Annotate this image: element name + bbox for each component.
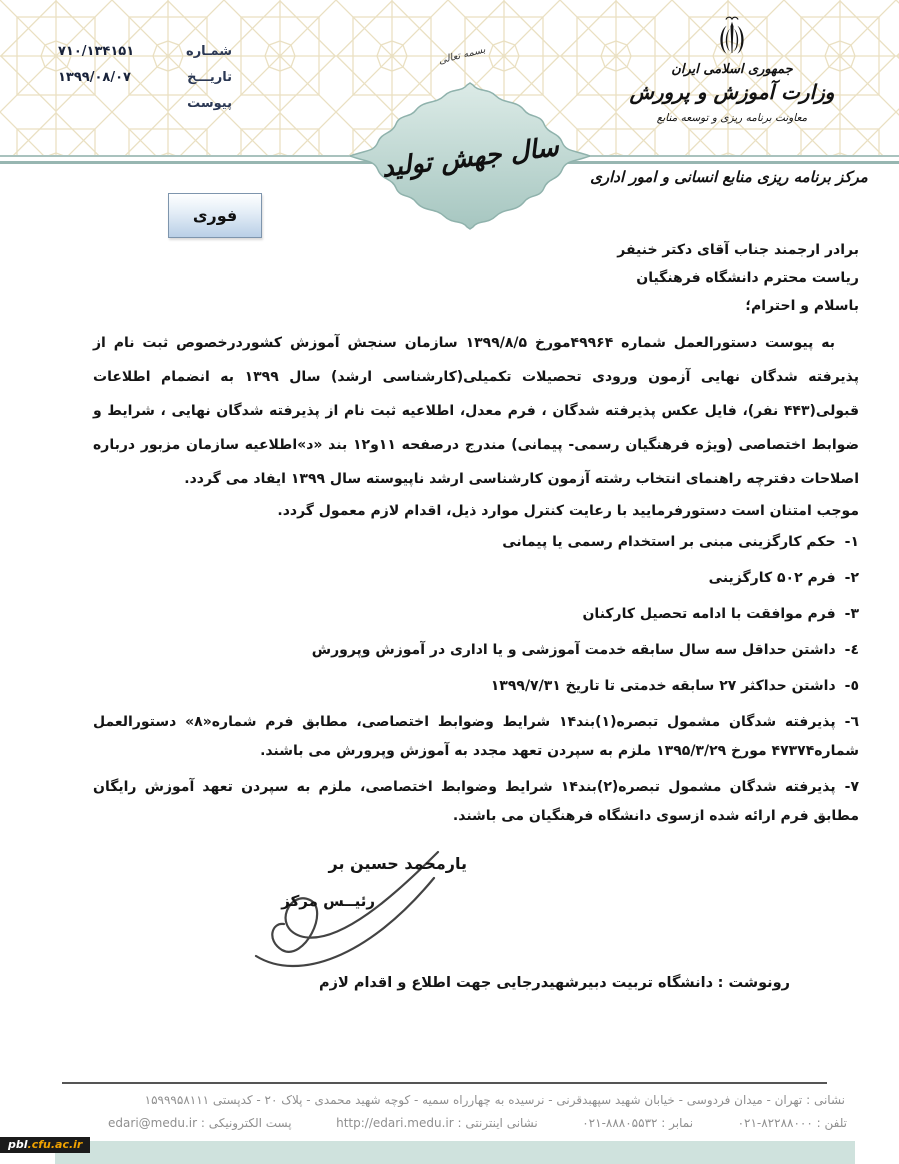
list-item [93, 528, 859, 557]
year-slogan-text: سال جهش تولید [380, 132, 561, 184]
footer-contacts-line [108, 1116, 847, 1130]
year-slogan-medallion [350, 80, 590, 232]
list-item [93, 672, 859, 701]
letter-date-label: تاریـــخ [187, 70, 232, 85]
letter-date-value: ۱۳۹۹/۰۸/۰۷ [58, 70, 131, 85]
website-label: نشانی اینترنتی : [457, 1116, 538, 1130]
item-text: حکم کارگزینی مبنی بر استخدام رسمی یا پیمانی [502, 534, 836, 550]
letter-attachment-label: پیوست [187, 96, 232, 111]
cc-line [319, 975, 790, 991]
address-label: نشانی : [806, 1093, 845, 1107]
email-value: edari@medu.ir [108, 1116, 198, 1130]
item-number: ۲- [844, 570, 859, 586]
item-text: فرم موافقت با ادامه تحصیل کارکنان [582, 606, 836, 622]
iran-national-emblem-icon [713, 14, 751, 60]
org-ministry-line: وزارت آموزش و پرورش [629, 80, 835, 104]
item-text: پذیرفته شدگان مشمول تبصره(۱)بند۱۴ شرایط وضوابط اختصاصی، مطابق فرم شماره«۸» دستورالعمل شماره۴۷۳۷۴ مورخ ۱۳۹۵/۳/۲۹ ملزم به سپردن تعهد مجدد به آموزش وپرورش می باشند. [93, 714, 859, 759]
website-group [336, 1116, 538, 1130]
letter-body [93, 236, 859, 838]
letter-number-label: شمـاره [186, 44, 232, 59]
fax-value: ۰۲۱-۸۸۸۰۵۵۳۲ [582, 1116, 658, 1130]
phone-value: ۰۲۱-۸۲۲۸۸۰۰۰ [737, 1116, 813, 1130]
org-deputy-line: معاونت برنامه ریزی و توسعه منابع [656, 112, 808, 124]
org-header-block [617, 14, 847, 124]
item-number: ٤- [844, 642, 859, 658]
org-country-line: جمهوری اسلامی ایران [671, 62, 793, 77]
urgent-stamp: فوری [168, 193, 262, 238]
list-item [93, 773, 859, 831]
phone-group [738, 1116, 847, 1130]
phone-label: تلفن : [816, 1116, 847, 1130]
item-number: ۳- [844, 606, 859, 622]
list-item [93, 708, 859, 766]
letter-paragraph-1: به پیوست دستورالعمل شماره ۴۹۹۶۴مورخ ۱۳۹۹/۸/۵ سازمان سنجش آموزش کشوردرخصوص ثبت نام از پذیرفته شدگان نهایی آزمون ورودی تحصیلات تکمیلی(کارشناسی ارشد) سال ۱۳۹۹ به انضمام اطلاعات قبولی(۴۴۳ نفر)، فایل عکس پذیرفته شدگان ، فرم معدل، اطلاعیه ثبت نام از پذیرفته شدگان نهایی ، شرایط و ضوابط اختصاصی (ویژه فرهنگیان رسمی- پیمانی) مندرج درصفحه ۱۱و۱۲ بند «د»اطلاعیه سازمان مزبور درباره اصلاحات دفترچه راهنمای انتخاب رشته آزمون کارشناسی ارشد ناپیوسته سال ۱۳۹۹ ایفاد می گردد. [93, 335, 859, 487]
bismillah-text: بسمه تعالی [437, 44, 487, 67]
item-number: ۷- [844, 779, 860, 795]
letter-number-value: ۷۱۰/۱۳۴۱۵۱ [58, 44, 135, 59]
signature-block [238, 840, 473, 975]
item-number: ۱- [844, 534, 859, 550]
item-text: داشتن حداقل سه سال سابقه خدمت آموزشی و یا اداری در آموزش وپرورش [311, 642, 836, 658]
recipient-title-line: ریاست محترم دانشگاه فرهنگیان [636, 270, 859, 286]
item-number: ٥- [844, 678, 859, 694]
item-text: فرم ۵۰۲ کارگزینی [708, 570, 836, 586]
cc-text: دانشگاه تربیت دبیرشهیدرجایی جهت اطلاع و اقدام لازم [319, 975, 714, 991]
footer-rule [62, 1082, 827, 1084]
item-text: داشتن حداکثر ۲۷ سابقه خدمتی تا تاریخ ۱۳۹۹/۷/۳۱ [490, 678, 836, 694]
list-item [93, 600, 859, 629]
item-text: پذیرفته شدگان مشمول تبصره(۲)بند۱۴ شرایط وضوابط اختصاصی، ملزم به سپردن تعهد آموزش رایگان مطابق فرم ارائه شده ازسوی دانشگاه فرهنگیان می باشند. [93, 779, 859, 824]
site-watermark [0, 1137, 90, 1153]
watermark-prefix: pbl [8, 1138, 28, 1151]
fax-label: نمابر : [661, 1116, 694, 1130]
salutation-line: باسلام و احترام؛ [745, 298, 859, 314]
website-value: http://edari.medu.ir [336, 1116, 454, 1130]
requirements-list [93, 528, 859, 831]
footer-teal-bar [55, 1141, 855, 1164]
fax-group [582, 1116, 693, 1130]
org-center-line: مرکز برنامه ریزی منابع انسانی و امور اداری [590, 168, 868, 186]
signer-title: رئیــس مرکز [281, 892, 375, 910]
email-group [108, 1116, 292, 1130]
letter-date-row [58, 70, 232, 85]
signer-name: یارمحمد حسین بر [328, 854, 467, 873]
letter-paragraph-2: موجب امتنان است دستورفرمایید با رعایت کنترل موارد ذیل، اقدام لازم معمول گردد. [277, 503, 859, 519]
list-item [93, 636, 859, 665]
letter-meta-block [58, 44, 232, 122]
letter-number-row [58, 44, 232, 59]
cc-label: رونوشت : [717, 975, 790, 991]
address-value: تهران - میدان فردوسی - خیابان شهید سپهبدقرنی - نرسیده به چهارراه سمیه - کوچه شهید محمدی - پلاک ۲۰ - کدپستی ۱۵۹۹۹۵۸۱۱۱ [144, 1093, 803, 1107]
list-item [93, 564, 859, 593]
letter-attachment-row [58, 96, 232, 111]
footer-address-line [54, 1093, 845, 1107]
recipient-name-line: برادر ارجمند جناب آقای دکتر خنیفر [617, 242, 859, 258]
watermark-domain: .cfu.ac.ir [27, 1138, 83, 1151]
item-number: ٦- [844, 714, 860, 730]
email-label: پست الکترونیکی : [200, 1116, 292, 1130]
